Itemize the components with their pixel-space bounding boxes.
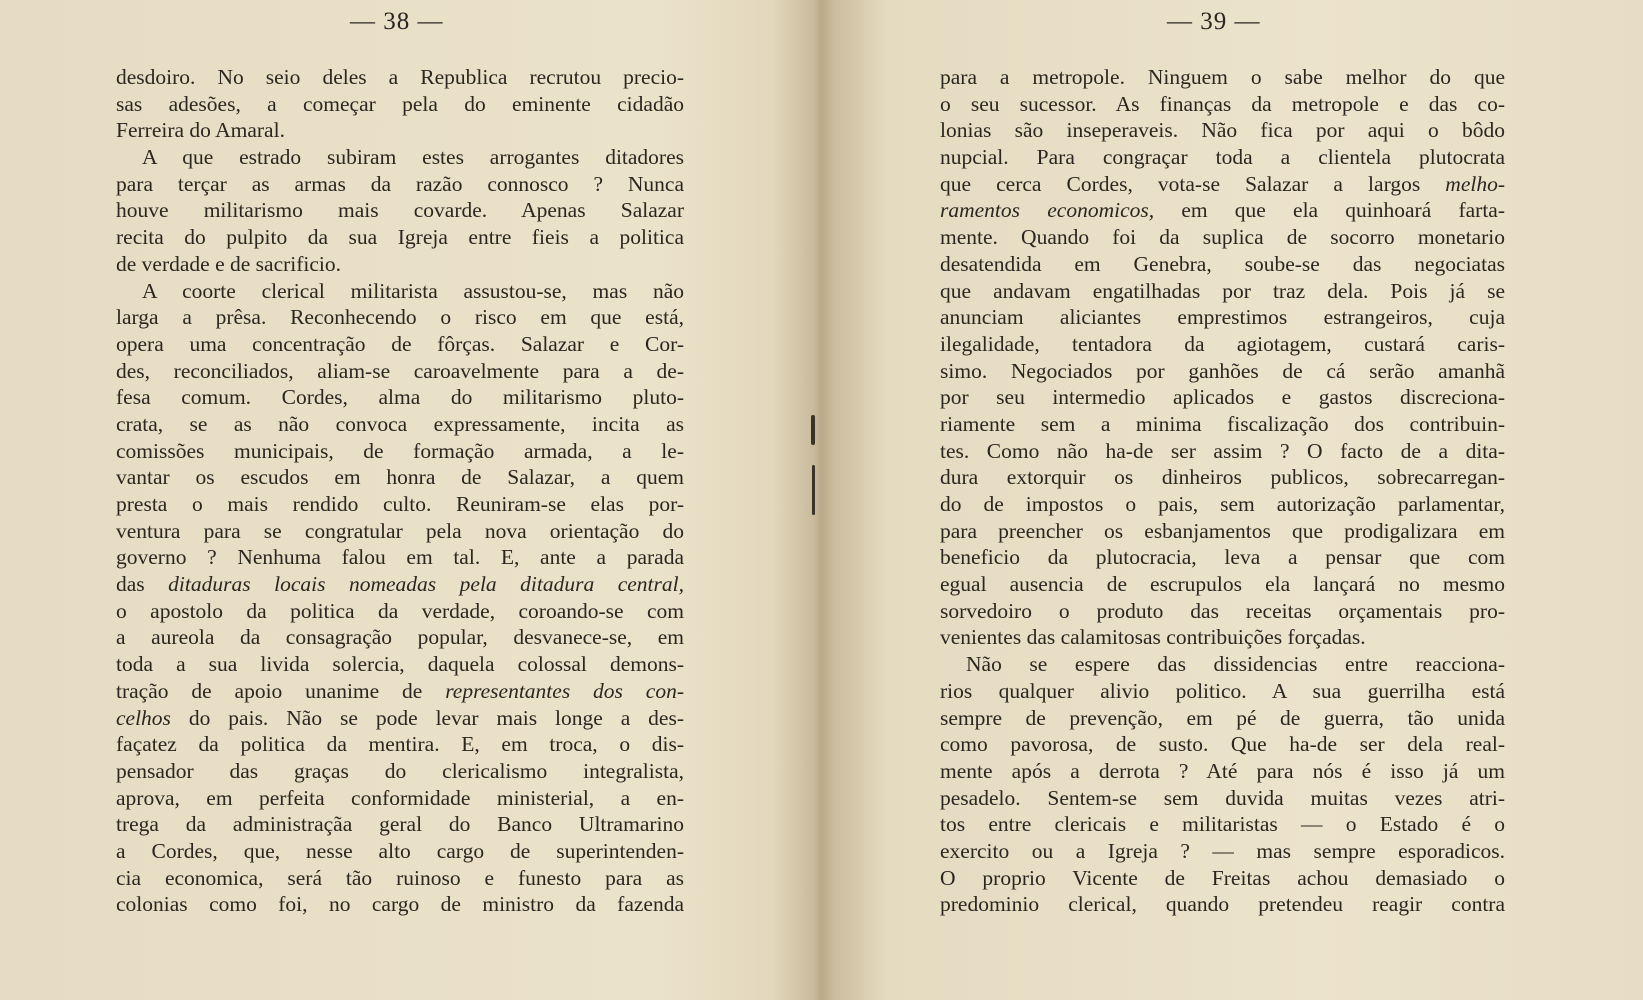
text-line: [940, 117, 1505, 144]
text-line: [116, 678, 684, 705]
text-line: [116, 384, 684, 411]
text-line: [940, 624, 1505, 651]
text-line: [116, 731, 684, 758]
text-segment: para a metropole. Ninguem o sabe melhor do que: [940, 65, 1505, 89]
text-line: [116, 144, 684, 171]
text-line: [940, 891, 1505, 918]
text-segment: dura extorquir os dinheiros publicos, sobrecarregan-: [940, 465, 1505, 490]
text-line: [940, 518, 1505, 545]
text-segment: governo ? Nenhuma falou em tal. E, ante a parada: [116, 545, 684, 570]
text-segment: A que estrado subiram estes arrogantes ditadores: [142, 145, 684, 170]
text-line: [940, 171, 1505, 198]
text-line: [116, 224, 684, 251]
text-segment: para preencher os esbanjamentos que prodigalizara em: [940, 518, 1505, 543]
text-line: [116, 651, 684, 678]
text-segment: comissões municipais, de formação armada, a le-: [116, 438, 684, 463]
text-line: [116, 865, 684, 892]
text-line: [116, 411, 684, 438]
text-line: [116, 705, 684, 732]
text-segment: tes. Como não ha-de ser assim ? O facto de a dita-: [940, 438, 1505, 463]
text-segment: colonias como foi, no cargo de ministro da fazenda: [116, 892, 684, 917]
text-line: [940, 571, 1505, 598]
text-line: [116, 278, 684, 305]
text-line: [116, 331, 684, 358]
text-segment: sorvedoiro o produto das receitas orçamentais pro-: [940, 598, 1505, 623]
text-segment: de verdade e de sacrificio.: [116, 251, 342, 276]
text-line: [116, 251, 684, 278]
text-segment: exercito ou a Igreja ? — mas sempre esporadicos.: [940, 838, 1505, 863]
text-segment: mente. Quando foi da suplica de socorro monetario: [940, 225, 1505, 250]
italic-text: ditaduras locais nomeadas pela ditadura central,: [168, 572, 684, 597]
text-segment: o apostolo da politica da verdade, coroando-se com: [116, 598, 684, 623]
text-segment: que andavam engatilhadas por traz dela. Pois já se: [940, 278, 1505, 303]
text-segment: simo. Negociados por ganhões de cá serão amanhã: [940, 358, 1505, 383]
text-segment: a aureola da consagração popular, desvanece-se, em: [116, 625, 684, 650]
text-segment: houve militarismo mais covarde. Apenas Salazar: [116, 198, 684, 223]
text-line: [940, 678, 1505, 705]
right-page: [812, 0, 1643, 1000]
text-segment: recita do pulpito da sua Igreja entre fieis a politica: [116, 225, 684, 250]
text-segment: des, reconciliados, aliam-se caroavelmente para a de-: [116, 358, 684, 383]
text-line: [940, 331, 1505, 358]
text-line: [116, 464, 684, 491]
text-line: [116, 304, 684, 331]
text-line: [116, 758, 684, 785]
text-line: [940, 838, 1505, 865]
text-segment: trega da administraçãa geral do Banco Ultramarino: [116, 812, 684, 837]
italic-text: ramentos economicos,: [940, 198, 1155, 223]
text-segment: das: [116, 572, 169, 597]
text-segment: desatendida em Genebra, soube-se das negociatas: [940, 251, 1505, 276]
text-segment: tos entre clericais e militaristas — o Estado é o: [940, 812, 1505, 837]
text-segment: presta o mais rendido culto. Reuniram-se elas por-: [116, 492, 684, 516]
text-line: [116, 811, 684, 838]
text-segment: fesa comum. Cordes, alma do militarismo pluto-: [116, 385, 684, 410]
text-segment: venientes das calamitosas contribuições forçadas.: [940, 625, 1366, 650]
text-line: [116, 785, 684, 812]
text-line: [940, 304, 1505, 331]
text-line: [940, 491, 1505, 518]
text-line: [940, 278, 1505, 305]
text-line: [116, 838, 684, 865]
text-segment: opera uma concentração de fôrças. Salazar e Cor-: [116, 331, 684, 356]
text-line: [116, 171, 684, 198]
text-line: [940, 758, 1505, 785]
text-segment: em que ela quinhoará farta-: [1154, 198, 1505, 223]
text-segment: para terçar as armas da razão connosco ? Nunca: [116, 171, 684, 196]
text-segment: A coorte clerical militarista assustou-se, mas não: [142, 278, 684, 303]
text-line: [116, 518, 684, 545]
text-line: [116, 491, 684, 518]
text-segment: pesadelo. Sentem-se sem duvida muitas vezes atri-: [940, 785, 1505, 810]
text-segment: lonias são inseperaveis. Não fica por aqui o bôdo: [940, 118, 1505, 143]
text-segment: do de impostos o pais, sem autorização parlamentar,: [940, 492, 1505, 516]
text-line: [116, 117, 684, 144]
text-segment: O proprio Vicente de Freitas achou demasiado o: [940, 865, 1505, 890]
text-segment: do pais. Não se pode levar mais longe a des-: [170, 705, 684, 730]
text-line: [940, 598, 1505, 625]
text-segment: aprova, em perfeita conformidade ministerial, a en-: [116, 785, 684, 810]
text-line: [116, 624, 684, 651]
text-line: [116, 197, 684, 224]
text-line: [940, 251, 1505, 278]
text-line: [940, 544, 1505, 571]
text-segment: beneficio da plutocracia, leva a pensar que com: [940, 545, 1505, 570]
text-segment: riamente sem a minima fiscalização dos contribuin-: [940, 411, 1505, 436]
text-segment: ilegalidade, tentadora da agiotagem, custará caris-: [940, 331, 1505, 356]
text-segment: por seu intermedio aplicados e gastos discreciona-: [940, 385, 1505, 410]
text-segment: anunciam aliciantes emprestimos estrangeiros, cuja: [940, 305, 1505, 330]
text-line: [116, 571, 684, 598]
text-segment: nupcial. Para congraçar toda a clientela plutocrata: [940, 145, 1505, 170]
text-line: [940, 731, 1505, 758]
text-segment: pensador das graças do clericalismo integralista,: [116, 758, 684, 783]
text-segment: egual ausencia de escrupulos ela lançará no mesmo: [940, 572, 1505, 597]
text-line: [940, 811, 1505, 838]
left-page: [0, 0, 812, 1000]
text-line: [116, 544, 684, 571]
text-line: [940, 144, 1505, 171]
text-line: [940, 464, 1505, 491]
text-segment: sempre de prevenção, em pé de guerra, tão unida: [940, 705, 1505, 730]
text-line: [116, 64, 684, 91]
gutter-binding-mark: [811, 415, 815, 445]
left-page-body: [116, 64, 684, 918]
text-segment: Ferreira do Amaral.: [116, 118, 285, 143]
text-line: [116, 358, 684, 385]
text-line: [116, 438, 684, 465]
text-segment: façatez da politica da mentira. E, em troca, o dis-: [116, 732, 684, 757]
left-page-number: — 38 —: [350, 8, 444, 35]
text-line: [940, 224, 1505, 251]
text-line: [940, 651, 1505, 678]
text-line: [940, 865, 1505, 892]
text-line: [940, 358, 1505, 385]
text-segment: ventura para se congratular pela nova orientação do: [116, 518, 684, 543]
text-segment: vantar os escudos em honra de Salazar, a quem: [116, 465, 684, 490]
text-segment: a Cordes, que, nesse alto cargo de superintenden-: [116, 838, 684, 863]
text-segment: crata, se as não convoca expressamente, incita as: [116, 411, 684, 436]
italic-text: celhos: [116, 705, 171, 730]
italic-text: representantes dos con-: [445, 678, 684, 703]
text-line: [940, 64, 1505, 91]
right-page-number: — 39 —: [1167, 8, 1261, 35]
text-line: [116, 891, 684, 918]
text-line: [940, 705, 1505, 732]
text-line: [940, 91, 1505, 118]
italic-text: melho-: [1445, 171, 1505, 196]
text-segment: larga a prêsa. Reconhecendo o risco em que está,: [116, 305, 684, 330]
text-line: [116, 598, 684, 625]
text-segment: predominio clerical, quando pretendeu reagir contra: [940, 892, 1505, 917]
text-segment: o seu sucessor. As finanças da metropole e das co-: [940, 91, 1505, 116]
text-line: [940, 197, 1505, 224]
text-line: [940, 384, 1505, 411]
text-segment: que cerca Cordes, vota-se Salazar a largos: [940, 171, 1446, 196]
text-segment: cia economica, será tão ruinoso e funesto para as: [116, 865, 684, 890]
text-line: [116, 91, 684, 118]
text-segment: mente após a derrota ? Até para nós é isso já um: [940, 758, 1505, 783]
text-segment: rios qualquer alivio politico. A sua guerrilha está: [940, 678, 1505, 703]
text-line: [940, 785, 1505, 812]
text-segment: toda a sua livida solercia, daquela colossal demons-: [116, 652, 684, 677]
text-line: [940, 411, 1505, 438]
text-segment: sas adesões, a começar pela do eminente cidadão: [116, 91, 684, 116]
text-line: [940, 438, 1505, 465]
text-segment: tração de apoio unanime de: [116, 678, 446, 703]
gutter-binding-mark: [812, 465, 815, 515]
text-segment: Não se espere das dissidencias entre reacciona-: [966, 652, 1505, 677]
right-page-body: [940, 64, 1505, 918]
text-segment: como pavorosa, de susto. Que ha-de ser dela real-: [940, 732, 1505, 757]
text-segment: desdoiro. No seio deles a Republica recrutou precio-: [116, 65, 684, 89]
